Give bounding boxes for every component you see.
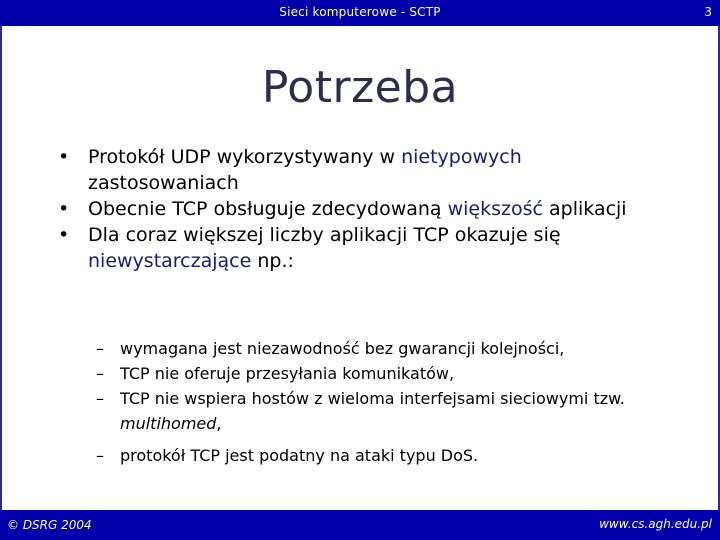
bullet-text-end: zastosowaniach [88, 172, 239, 194]
sub-bullet-item [96, 386, 656, 436]
header-bar [0, 0, 720, 26]
footer-bar [0, 510, 720, 540]
sub-bullet-text: protokół TCP jest podatny na ataki typu DoS. [120, 446, 479, 465]
sub-bullet-text: wymagana jest niezawodność bez gwarancji kolejności, [120, 339, 565, 358]
dash-marker: – [96, 446, 104, 465]
bullet-marker: • [58, 224, 70, 246]
bullet-highlight: większość [447, 198, 543, 220]
bullet-text: Dla coraz większej liczby aplikacji TCP okazuje się [88, 224, 561, 246]
bullet-marker: • [58, 198, 70, 220]
bullet-text: Obecnie TCP obsługuje zdecydowaną [88, 198, 448, 220]
sub-bullet-item [96, 361, 656, 386]
sub-bullet-item [96, 443, 656, 468]
dash-marker: – [96, 389, 104, 408]
bullet-item [58, 196, 678, 222]
sub-bullet-text-end: , [216, 414, 222, 433]
sub-bullet-list [96, 336, 656, 468]
bullet-text: Protokół UDP wykorzystywany w [88, 146, 402, 168]
sub-bullet-text: TCP nie wspiera hostów z wieloma interfejsami sieciowymi tzw. [120, 389, 625, 408]
slide-heading: Potrzeba [261, 62, 459, 113]
bullet-highlight: niewystarczające [88, 250, 252, 272]
header-title: Sieci komputerowe - SCTP [279, 5, 441, 19]
sub-bullet-text: TCP nie oferuje przesyłania komunikatów, [120, 364, 455, 383]
bullet-marker: • [58, 146, 70, 168]
bullet-item [58, 222, 678, 274]
footer-copyright: © DSRG 2004 [7, 518, 92, 532]
bullet-list [58, 144, 678, 274]
bullet-highlight: nietypowych [401, 146, 522, 168]
dash-marker: – [96, 364, 104, 383]
bullet-text-end: aplikacji [542, 198, 627, 220]
page-number: 3 [704, 5, 712, 19]
dash-marker: – [96, 339, 104, 358]
sub-bullet-italic: multihomed [120, 414, 217, 433]
bullet-item [58, 144, 678, 196]
sub-bullet-item [96, 336, 656, 361]
footer-url[interactable]: www.cs.agh.edu.pl [599, 517, 712, 531]
bullet-text-end: np.: [251, 250, 294, 272]
